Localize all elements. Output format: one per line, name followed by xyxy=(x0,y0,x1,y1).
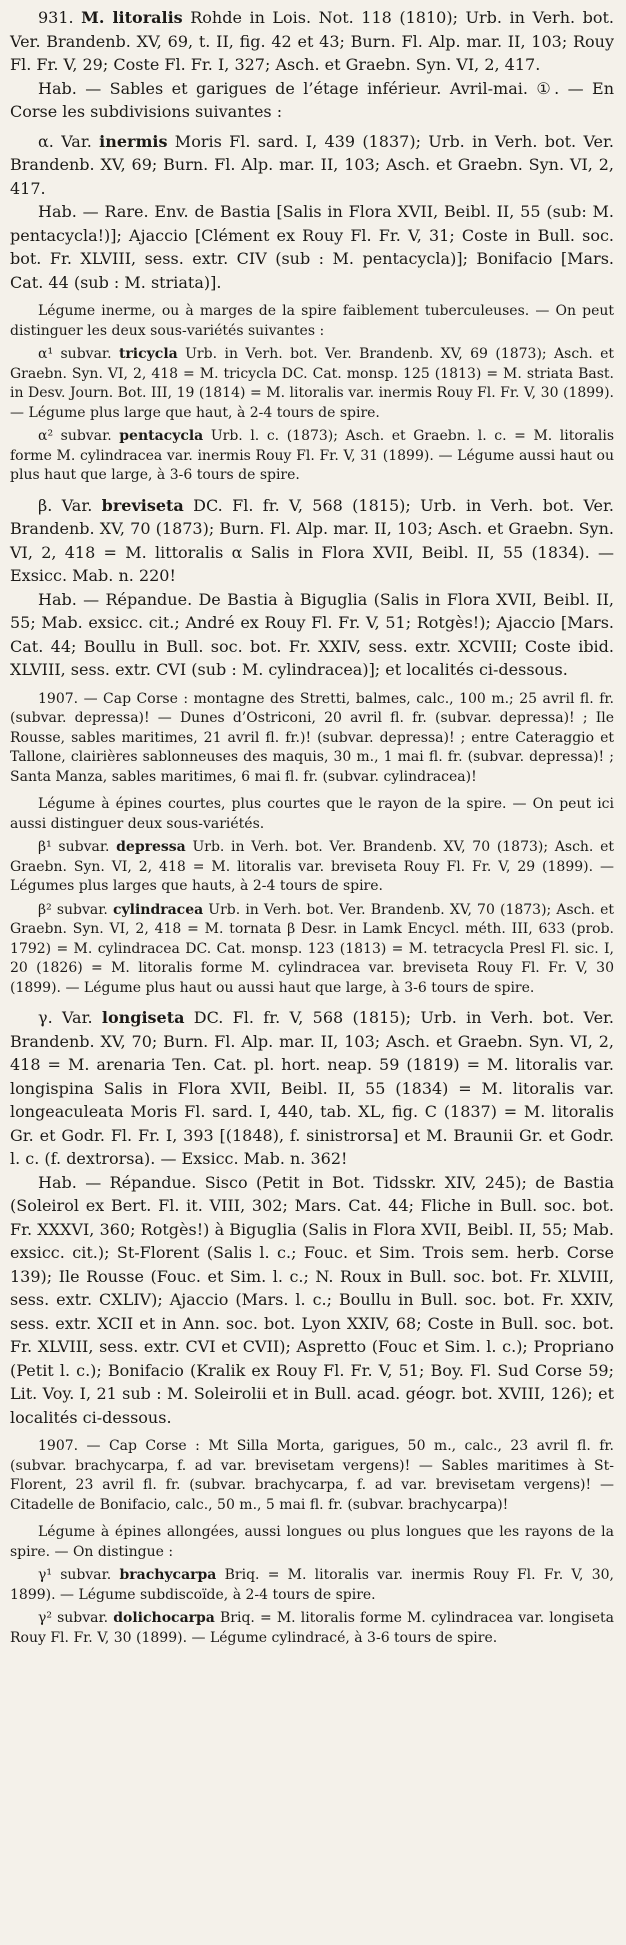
species-references: Rohde in Lois. Not. 118 (1810); Urb. in Verh. bot. Ver. Brandenb. XV, 69, t. II, fig. 42 et 43; Burn. Fl. Alp. mar. II, 103; Rouy Fl. Fr. V, 29; Coste Fl. Fr. I, 327; Asch. et Graebn. Syn. VI, 2, 417. xyxy=(10,8,615,74)
subvar-alpha2-name: pentacycla xyxy=(119,428,204,444)
species-number: 931. xyxy=(38,8,74,27)
subvar-beta1: β¹ subvar. depressa Urb. in Verh. bot. Ver. Brandenb. XV, 70 (1873); Asch. et Graebn. Syn. VI, 2, 418 = M. litoralis var. breviseta Rouy Fl. Fr. V, 29 (1899). — Légumes plus larges que hauts, à 2-4 tours de spire. xyxy=(10,839,614,894)
subvar-beta2-name: cylindracea xyxy=(112,901,204,918)
var-alpha-heading: α. Var. inermis Moris Fl. sard. I, 439 (1837); Urb. in Verh. bot. Ver. Brandenb. XV, 69; Burn. Fl. Alp. mar. II, 103; Asch. et Graebn. Syn. VI, 2, 417. xyxy=(10,131,614,198)
subvar-alpha1: α¹ subvar. tricycla Urb. in Verh. bot. Ver. Brandenb. XV, 69 (1873); Asch. et Graebn. Syn. VI, 2, 418 = M. tricycla DC. Cat. monsp. 125 (1813) = M. striata Bast. in Desv. Journ. Bot. III, 19 (1814) = M. litoralis var. inermis Rouy Fl. Fr. V, 30 (1899). — Légume plus large que haut, à 2-4 tours de spire. xyxy=(10,346,615,421)
var-beta-habitat: Hab. — Répandue. De Bastia à Biguglia (Salis in Flora XVII, Beibl. II, 55; Mab. exsicc. cit.; André ex Rouy Fl. Fr. V, 51; Rotgès!); Ajaccio [Mars. Cat. 44; Boullu in Bull. soc. bot. Fr. XXIV, sess. extr. XCVIII; Coste ibid. XLVIII, sess. extr. CVI (sub : M. cylindracea)]; et localités ci-dessous. xyxy=(10,589,614,679)
subvar-gamma1: γ¹ subvar. brachycarpa Briq. = M. litoralis var. inermis Rouy Fl. Fr. V, 30, 1899). — Légume subdiscoïde, à 2-4 tours de spire. xyxy=(10,1567,614,1603)
var-gamma-name: longiseta xyxy=(101,1008,185,1027)
subvar-gamma2-name: dolichocarpa xyxy=(113,1610,215,1626)
subvar-alpha1-name: tricycla xyxy=(118,346,178,362)
subvar-gamma2: γ² subvar. dolichocarpa Briq. = M. litoralis forme M. cylindracea var. longiseta Rouy Fl. Fr. V, 30 (1899). — Légume cylindracé, à 3-6 tours de spire. xyxy=(10,1610,614,1646)
var-gamma-observations: 1907. — Cap Corse : Mt Silla Morta, garigues, 50 m., calc., 23 avril fl. fr. (subvar. brachycarpa, f. ad var. brevisetam vergens)! — Sables maritimes à St-Florent, 23 avril fl. fr. (subvar. brachycarpa, f. ad var. brevisetam vergens)! — Citadelle de Bonifacio, calc., 50 m., 5 mai fl. fr. (subvar. brachycarpa)! xyxy=(10,1438,614,1513)
var-alpha-note: Légume inerme, ou à marges de la spire faiblement tuberculeuses. — On peut distinguer les deux sous-variétés suivantes : xyxy=(10,303,614,339)
species-habitat: Hab. — Sables et garigues de l’étage inférieur. Avril-mai. ①. — En Corse les subdivisions suivantes : xyxy=(10,78,614,121)
var-beta-name: breviseta xyxy=(101,495,184,515)
subvar-gamma1-name: brachycarpa xyxy=(119,1567,217,1583)
var-gamma-note: Légume à épines allongées, aussi longues ou plus longues que les rayons de la spire. — On distingue : xyxy=(10,1524,614,1560)
var-beta-observations: 1907. — Cap Corse : montagne des Stretti, balmes, calc., 100 m.; 25 avril fl. fr. (subvar. depressa)! — Dunes d’Ostriconi, 20 avril fl. fr. (subvar. depressa)! ; Ile Rousse, sables maritimes, 21 avril fl. fr.)! (subvar. depressa)! ; entre Cateraggio et Tallone, clairières sablonneuses des maquis, 30 m., 1 mai fl. fr. (subvar. depressa)! ; Santa Manza, sables maritimes, 6 mai fl. fr. (subvar. cylindracea)! xyxy=(10,690,614,785)
var-alpha-habitat: Hab. — Rare. Env. de Bastia [Salis in Flora XVII, Beibl. II, 55 (sub: M. pentacycla!)]; Ajaccio [Clément ex Rouy Fl. Fr. V, 31; Coste in Bull. soc. bot. Fr. XLVIII, sess. extr. CIV (sub : M. pentacycla)]; Bonifacio [Mars. Cat. 44 (sub : M. striata)]. xyxy=(10,202,614,292)
subvar-beta1-name: depressa xyxy=(116,839,186,855)
var-gamma-habitat: Hab. — Répandue. Sisco (Petit in Bot. Tidsskr. XIV, 245); de Bastia (Soleirol ex Bert. Fl. it. VIII, 302; Mars. Cat. 44; Fliche in Bull. soc. bot. Fr. XXXVI, 360; Rotgès!) à Biguglia (Salis in Flora XVII, Beibl. II, 55; Mab. exsicc. cit.); St-Florent (Salis l. c.; Fouc. et Sim. Trois sem. herb. Corse 139); Ile Rousse (Fouc. et Sim. l. c.; N. Roux in Bull. soc. bot. Fr. XLVIII, sess. extr. CXLIV); Ajaccio (Mars. l. c.; Boullu in Bull. soc. bot. Fr. XXIV, sess. extr. XCII et in Ann. soc. bot. Lyon XXIV, 68; Coste in Bull. soc. bot. Fr. XLVIII, sess. extr. CVI et CVII); Aspretto (Fouc et Sim. l. c.); Propriano (Petit l. c.); Bonifacio (Kralik ex Rouy Fl. Fr. V, 51; Boy. Fl. Sud Corse 59; Lit. Voy. I, 21 sub : M. Soleirolii et in Bull. acad. géogr. bot. XVIII, 126); et localités ci-dessous. xyxy=(10,1172,614,1427)
species-name: M. litoralis xyxy=(81,8,183,27)
subvar-alpha2: α² subvar. pentacycla Urb. l. c. (1873); Asch. et Graebn. l. c. = M. litoralis forme M. cylindracea var. inermis Rouy Fl. Fr. V, 31 (1899). — Légume aussi haut ou plus haut que large, à 3-6 tours de spire. xyxy=(10,428,614,483)
var-alpha-name: inermis xyxy=(99,131,168,151)
var-gamma-heading: γ. Var. longiseta DC. Fl. fr. V, 568 (1815); Urb. in Verh. bot. Ver. Brandenb. XV, 70; Burn. Fl. Alp. mar. II, 103; Asch. et Graebn. Syn. VI, 2, 418 = M. arenaria Ten. Cat. pl. hort. neap. 59 (1819) = M. litoralis var. longispina Salis in Flora XVII, Beibl. II, 55 (1834) = M. litoralis var. longeaculeata Moris Fl. sard. I, 440, tab. XL, fig. C (1837) = M. litoralis Gr. et Godr. Fl. Fr. I, 393 [(1848), f. sinistrorsa] et M. Braunii Gr. et Godr. l. c. (f. dextrorsa). — Exsicc. Mab. n. 362! xyxy=(10,1008,615,1168)
var-beta-heading: β. Var. breviseta DC. Fl. fr. V, 568 (1815); Urb. in Verh. bot. Ver. Brandenb. XV, 70 (1873); Burn. Fl. Alp. mar. II, 103; Asch. et Graebn. Syn. VI, 2, 418 = M. littoralis α Salis in Flora XVII, Beibl. II, 55 (1834). — Exsicc. Mab. n. 220! xyxy=(10,495,614,585)
subvar-beta2: β² subvar. cylindracea Urb. in Verh. bot. Ver. Brandenb. XV, 70 (1873); Asch. et Graebn. Syn. VI, 2, 418 = M. tornata β Desr. in Lamk Encycl. méth. III, 633 (prob. 1792) = M. cylindracea DC. Cat. monsp. 123 (1813) = M. tetracycla Presl Fl. sic. I, 20 (1826) = M. litoralis forme M. cylindracea var. breviseta Rouy Fl. Fr. V, 30 (1899). — Légume plus haut ou aussi haut que large, à 3-6 tours de spire. xyxy=(10,901,614,996)
species-entry xyxy=(10,6,614,77)
var-beta-note: Légume à épines courtes, plus courtes que le rayon de la spire. — On peut ici aussi distinguer deux sous-variétés. xyxy=(10,796,614,832)
